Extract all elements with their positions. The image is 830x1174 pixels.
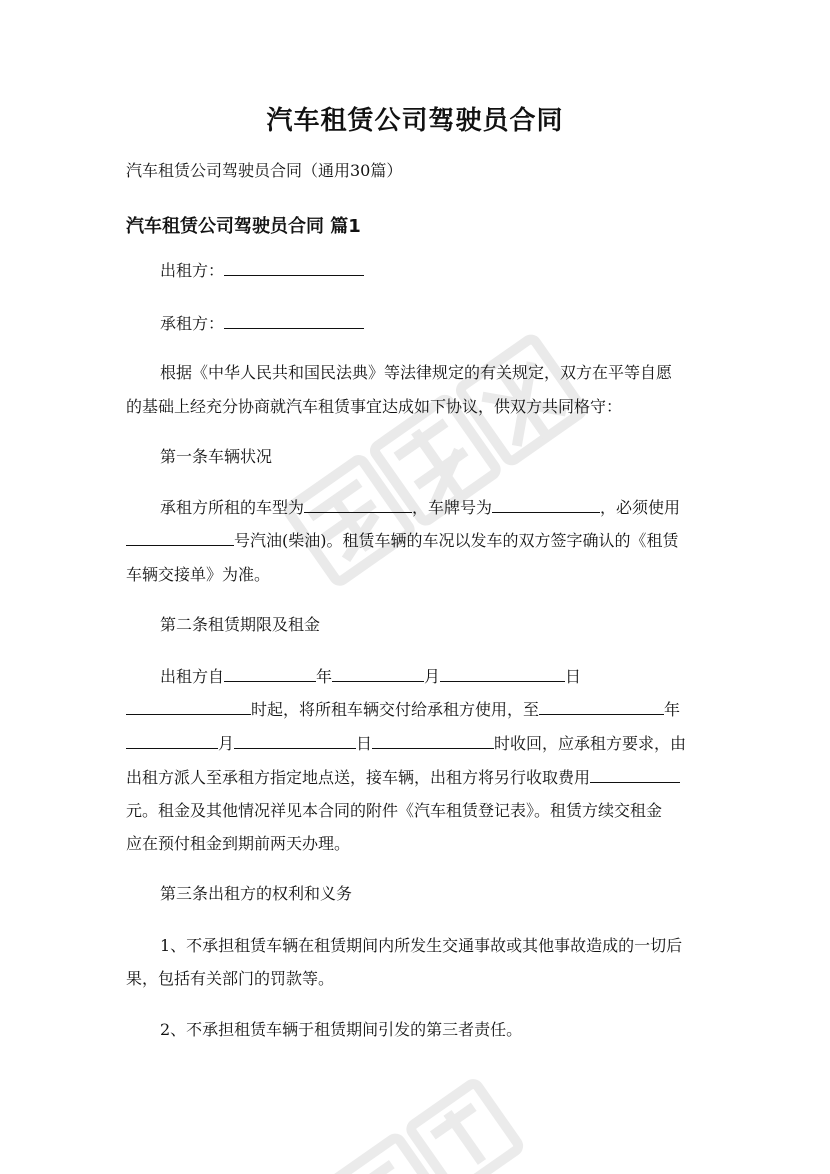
article2-line-2 bbox=[126, 697, 680, 720]
end-year-label: 年 bbox=[664, 700, 681, 719]
lessee-label: 承租方： bbox=[160, 314, 225, 333]
lessee-line bbox=[160, 311, 364, 334]
end-hour-blank bbox=[372, 732, 494, 749]
intro-line-1: 根据《中华人民共和国民法典》等法律规定的有关规定，双方在平等自愿 bbox=[160, 363, 673, 382]
article1-text-c: ，必须使用 bbox=[600, 498, 681, 517]
article2-text-d: 出租方派人至承租方指定地点送，接车辆，出租方将另行收取费用 bbox=[126, 768, 591, 787]
article2-line-5: 元。租金及其他情况祥见本合同的附件《汽车租赁登记表》。租赁方续交租金 bbox=[126, 801, 663, 820]
article2-line-3 bbox=[126, 731, 686, 754]
article1-text-a: 承租方所租的车型为 bbox=[160, 498, 305, 517]
article2-text-a: 出租方自 bbox=[160, 667, 225, 686]
end-month-label: 月 bbox=[218, 734, 235, 753]
end-year-blank bbox=[539, 698, 664, 715]
article2-line-1 bbox=[160, 664, 581, 687]
article2-line-6: 应在预付租金到期前两天办理。 bbox=[126, 834, 351, 853]
lessor-label: 出租方： bbox=[160, 261, 225, 280]
day-label: 日 bbox=[565, 667, 582, 686]
plate-number-blank bbox=[492, 496, 600, 513]
article1-line-2 bbox=[126, 528, 679, 551]
article2-text-c: 时收回，应承租方要求，由 bbox=[494, 734, 687, 753]
intro-line-2: 的基础上经充分协商就汽车租赁事宜达成如下协议，供双方共同格守： bbox=[126, 397, 623, 416]
article1-line-1 bbox=[160, 495, 680, 518]
article3-item1-line-2: 果，包括有关部门的罚款等。 bbox=[126, 969, 335, 988]
watermark-stamp-icon bbox=[250, 290, 610, 650]
article2-heading: 第二条租赁期限及租金 bbox=[160, 615, 321, 634]
start-day-blank bbox=[440, 665, 565, 682]
start-hour-blank bbox=[126, 698, 251, 715]
end-month-blank bbox=[126, 732, 218, 749]
watermark-stamp-icon-bottom bbox=[300, 1050, 600, 1174]
document-subtitle: 汽车租赁公司驾驶员合同（通用30篇） bbox=[126, 161, 403, 180]
start-month-blank bbox=[332, 665, 424, 682]
article3-heading: 第三条出租方的权利和义务 bbox=[160, 884, 353, 903]
article1-heading: 第一条车辆状况 bbox=[160, 447, 273, 466]
article3-item1-line-1: 1、不承担租赁车辆在租赁期间内所发生交通事故或其他事故造成的一切后 bbox=[160, 936, 683, 955]
article1-text-b: ，车牌号为 bbox=[412, 498, 493, 517]
delivery-fee-blank bbox=[590, 766, 680, 783]
year-label: 年 bbox=[316, 667, 333, 686]
article1-text-d: 号汽油(柴油)。租赁车辆的车况以发车的双方签字确认的《租赁 bbox=[234, 531, 679, 550]
lessee-blank bbox=[224, 312, 364, 329]
article2-line-4 bbox=[126, 765, 680, 788]
car-model-blank bbox=[304, 496, 412, 513]
document-title: 汽车租赁公司驾驶员合同 bbox=[266, 106, 564, 136]
lessor-blank bbox=[224, 259, 364, 276]
article2-text-b: 时起，将所租车辆交付给承租方使用，至 bbox=[251, 700, 540, 719]
month-label: 月 bbox=[424, 667, 441, 686]
start-year-blank bbox=[224, 665, 316, 682]
section-heading: 汽车租赁公司驾驶员合同 篇1 bbox=[126, 216, 361, 237]
fuel-grade-blank bbox=[126, 529, 234, 546]
article1-line-3: 车辆交接单》为准。 bbox=[126, 565, 271, 584]
end-day-blank bbox=[234, 732, 356, 749]
lessor-line bbox=[160, 258, 364, 281]
end-day-label: 日 bbox=[356, 734, 373, 753]
article3-item2: 2、不承担租赁车辆于租赁期间引发的第三者责任。 bbox=[160, 1020, 523, 1039]
